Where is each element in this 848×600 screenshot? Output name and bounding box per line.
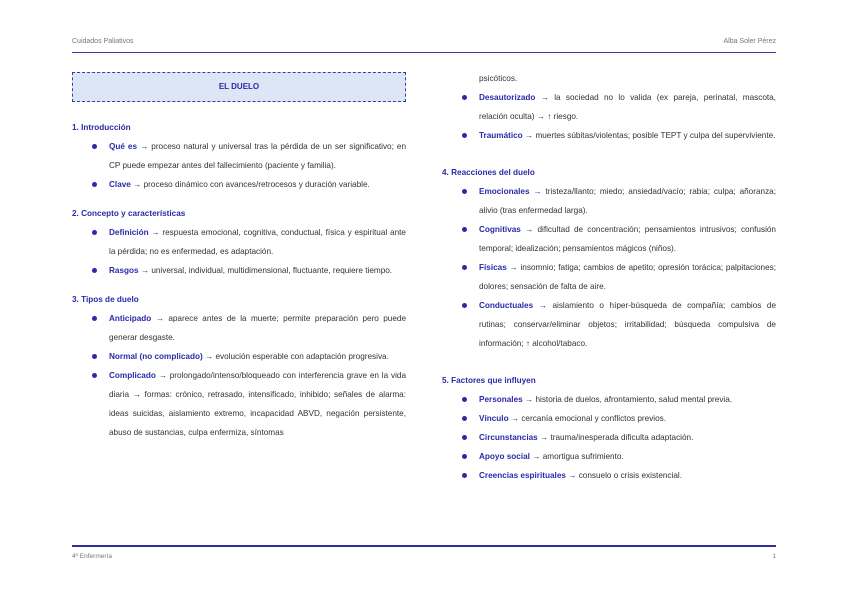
item-term: Desautorizado (479, 93, 536, 102)
item-text: la sociedad no lo valida (ex pareja, perinatal, mascota, relación oculta) → ↑ riesgo. (479, 93, 776, 121)
header-rule (72, 52, 776, 53)
list-item (72, 137, 406, 175)
right-column (442, 69, 776, 485)
list-item (72, 261, 406, 280)
arrow-icon: → (525, 225, 534, 234)
item-text: respuesta emocional, cognitiva, conductual, física y espiritual ante la pérdida; no es enfermedad, es adaptación. (109, 228, 406, 256)
item-text: prolongado/intenso/bloqueado con interferencia grave en la vida diaria → formas: crónico, retrasado, intensificado, inhibido; señales de alarma: ideas suicidas, aislamiento extremo, incapacidad ABVD, negación persistente, abuso de sustancias, culpa enfermiza, síntomas (109, 371, 407, 437)
item-term: Emocionales (479, 187, 530, 196)
arrow-icon: → (158, 371, 167, 380)
arrow-icon: → (510, 414, 520, 423)
item-text: evolución esperable con adaptación progresiva. (215, 352, 389, 361)
list-item (442, 126, 776, 145)
section-title: 5. Factores que influyen (442, 376, 536, 385)
item-term: Conductuales (479, 301, 534, 310)
section-title: 2. Concepto y características (72, 209, 186, 218)
arrow-icon: → (133, 180, 142, 189)
item-text: trauma/inesperada dificulta adaptación. (550, 433, 694, 442)
arrow-icon: → (155, 314, 164, 323)
arrow-icon: → (538, 301, 547, 310)
running-header-left: Cuidados Paliativos (72, 38, 134, 45)
item-text: historia de duelos, afrontamiento, salud mental previa. (535, 395, 733, 404)
arrow-icon: → (532, 452, 541, 461)
item-term: Anticipado (109, 314, 152, 323)
list-item (72, 366, 406, 442)
list-item (442, 296, 776, 353)
running-footer-left: 4º Enfermería (72, 553, 112, 560)
page-number: 1 (772, 553, 776, 560)
item-term: Definición (109, 228, 149, 237)
list-item (442, 88, 776, 126)
list-item (72, 175, 406, 194)
section-list (72, 137, 406, 194)
item-term: Personales (479, 395, 523, 404)
item-text: dificultad de concentración; pensamientos intrusivos; confusión temporal; idealización; pensamientos mágicos (niños). (479, 225, 776, 253)
item-term: Circunstancias (479, 433, 538, 442)
item-text: tristeza/llanto; miedo; ansiedad/vacío; rabia; culpa; añoranza; alivio (tras enfermedad larga). (479, 187, 776, 215)
list-item (442, 390, 776, 409)
section-title: 1. Introducción (72, 123, 131, 132)
footer-rule (72, 545, 776, 547)
arrow-icon: → (524, 395, 534, 404)
item-text: universal, individual, multidimensional, fluctuante, requiere tiempo. (151, 266, 393, 275)
list-item (442, 409, 776, 428)
item-text: insomnio; fatiga; cambios de apetito; opresión torácica; palpitaciones; dolores; sensación de falta de aire. (479, 263, 777, 291)
list-item (72, 309, 406, 347)
item-text: proceso natural y universal tras la pérdida de un ser significativo; en CP puede empezar antes del fallecimiento (paciente y familia). (109, 142, 406, 170)
arrow-icon: → (568, 471, 577, 480)
arrow-icon: → (140, 142, 149, 151)
item-text: muertes súbitas/violentas; posible TEPT y culpa del superviviente. (535, 131, 776, 140)
item-term: Físicas (479, 263, 507, 272)
item-term: Normal (no complicado) (109, 352, 203, 361)
list-item (442, 428, 776, 447)
item-term: Apoyo social (479, 452, 530, 461)
item-text: aparece antes de la muerte; permite preparación pero puede generar desgaste. (109, 314, 407, 342)
item-term: Vínculo (479, 414, 509, 423)
arrow-icon: → (524, 131, 534, 140)
list-item (72, 223, 406, 261)
running-header-right: Alba Soler Pérez (723, 38, 776, 45)
item-text: aislamiento o híper-búsqueda de compañía; cambios de rutinas; conservar/eliminar objetos; irritabilidad; búsqueda compulsiva de información; ↑ alcohol/tabaco. (479, 301, 777, 348)
arrow-icon: → (151, 228, 160, 237)
item-term: Qué es (109, 142, 138, 151)
document-title: EL DUELO (72, 72, 406, 102)
list-item (442, 258, 776, 296)
section-title: 4. Reacciones del duelo (442, 168, 535, 177)
left-column (72, 72, 406, 442)
arrow-icon: → (533, 187, 542, 196)
section-list (442, 69, 776, 145)
item-text: proceso dinámico con avances/retrocesos y duración variable. (143, 180, 370, 189)
item-term: Creencias espirituales (479, 471, 566, 480)
arrow-icon: → (140, 266, 150, 275)
arrow-icon: → (509, 263, 518, 272)
section-list (442, 182, 776, 353)
item-term: Rasgos (109, 266, 139, 275)
arrow-icon: → (540, 93, 549, 102)
arrow-icon: → (539, 433, 549, 442)
item-text: amortigua sufrimiento. (542, 452, 624, 461)
item-text: cercanía emocional y conflictos previos. (521, 414, 667, 423)
item-term: Cognitivas (479, 225, 521, 234)
section-list (72, 223, 406, 280)
list-item (442, 447, 776, 466)
item-text: consuelo o crisis existencial. (578, 471, 682, 480)
item-term: Complicado (109, 371, 156, 380)
item-term: Clave (109, 180, 131, 189)
section-list (72, 309, 406, 442)
item-term: Traumático (479, 131, 523, 140)
section-title: 3. Tipos de duelo (72, 295, 139, 304)
list-item (442, 220, 776, 258)
list-item (442, 466, 776, 485)
list-item (442, 182, 776, 220)
section-list (442, 390, 776, 485)
arrow-icon: → (205, 352, 214, 361)
item-text: psicóticos. (479, 74, 518, 83)
list-item (72, 347, 406, 366)
list-item-continuation (442, 69, 776, 88)
